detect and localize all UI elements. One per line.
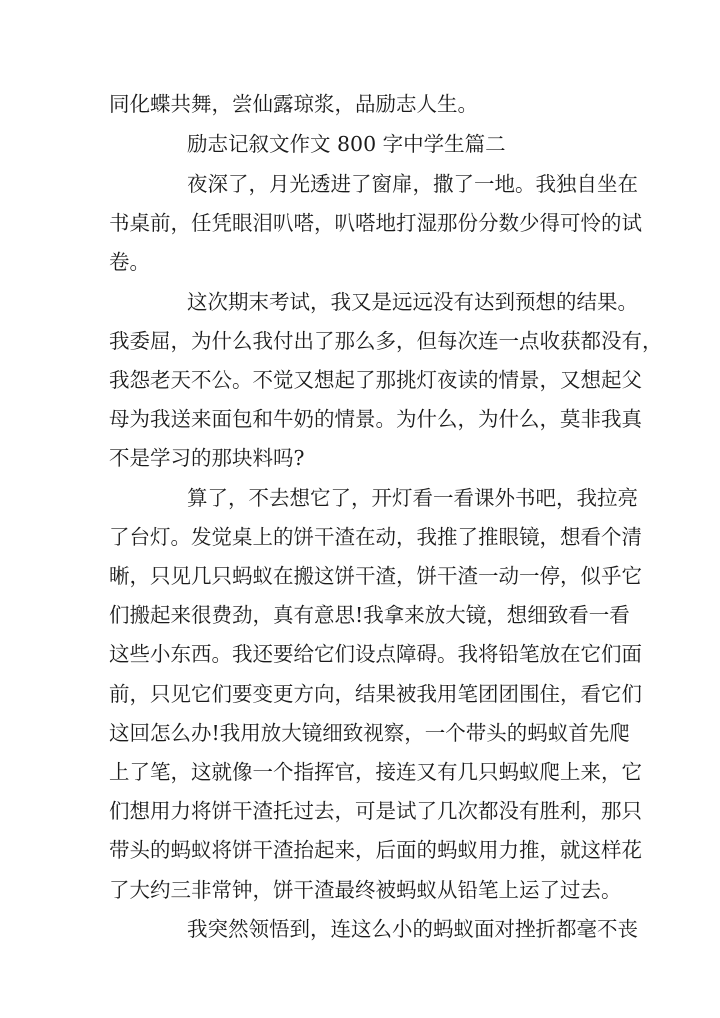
text-line: 这次期末考试，我又是远远没有达到预想的结果。	[187, 290, 638, 314]
text-line: 上了笔，这就像一个指挥官，接连又有几只蚂蚁爬上来，它	[109, 760, 642, 784]
text-line: 不是学习的那块料吗?	[109, 446, 305, 470]
text-line: 这回怎么办!我用放大镜细致视察，一个带头的蚂蚁首先爬	[109, 721, 630, 745]
text-line: 晰，只见几只蚂蚁在搬这饼干渣，饼干渣一动一停，似乎它	[109, 564, 642, 588]
section-heading: 励志记叙文作文 800 字中学生篇二	[187, 132, 506, 156]
text-line: 了台灯。发觉桌上的饼干渣在动，我推了推眼镜，想看个清	[109, 525, 642, 549]
text-line: 算了，不去想它了，开灯看一看课外书吧，我拉亮	[187, 486, 638, 510]
text-line: 我突然领悟到，连这么小的蚂蚁面对挫折都毫不丧	[187, 917, 638, 941]
text-line: 们想用力将饼干渣托过去，可是试了几次都没有胜利，那只	[109, 799, 642, 823]
text-line: 们搬起来很费劲，真有意思!我拿来放大镜，想细致看一看	[109, 603, 630, 627]
text-line: 了大约三非常钟，饼干渣最终被蚂蚁从铅笔上运了过去。	[109, 878, 622, 902]
text-line: 这些小东西。我还要给它们设点障碍。我将铅笔放在它们面	[109, 642, 642, 666]
text-line: 我怨老天不公。不觉又想起了那挑灯夜读的情景，又想起父	[109, 368, 642, 392]
text-line: 同化蝶共舞，尝仙露琼浆，品励志人生。	[109, 92, 478, 116]
text-line: 带头的蚂蚁将饼干渣抬起来，后面的蚂蚁用力推，就这样花	[109, 838, 642, 862]
text-line: 我委屈，为什么我付出了那么多，但每次连一点收获都没有，	[109, 329, 663, 353]
text-line: 卷。	[109, 250, 150, 274]
text-line: 夜深了，月光透进了窗扉，撒了一地。我独自坐在	[187, 172, 638, 196]
text-line: 前，只见它们要变更方向，结果被我用笔团团围住，看它们	[109, 682, 642, 706]
text-line: 母为我送来面包和牛奶的情景。为什么，为什么，莫非我真	[109, 407, 642, 431]
text-line: 书桌前，任凭眼泪叭嗒，叭嗒地打湿那份分数少得可怜的试	[109, 211, 642, 235]
